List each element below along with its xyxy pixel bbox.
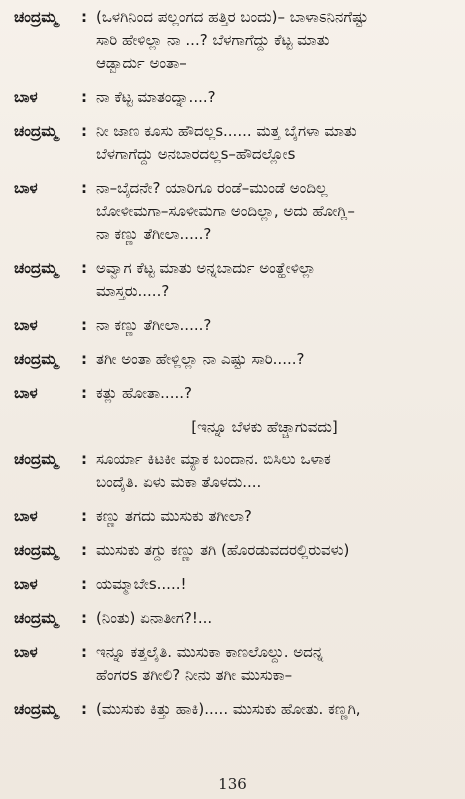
dialogue-text xyxy=(92,382,455,405)
dialogue-line: ಬೋಳೀಮಗಾ–ಸೂಳೀಮಗಾ ಅಂದಿಲ್ಲಾ, ಅದು ಹೋಗ್ಲಿ– xyxy=(96,202,355,220)
speaker-colon: : xyxy=(81,179,87,197)
speaker-name: ಚಂದ್ರಮ್ಮ xyxy=(14,609,58,627)
dialogue-text xyxy=(92,573,455,596)
dialogue-row xyxy=(14,177,455,246)
speaker-name: ಬಾಳ xyxy=(14,507,38,525)
page-number: 136 xyxy=(218,775,247,793)
speaker-name: ಚಂದ್ರಮ್ಮ xyxy=(14,541,58,559)
dialogue-before-stage-direction xyxy=(14,6,455,416)
dialogue-line: ನಾ ಕೆಟ್ಟ ಮಾತಂದ್ನಾ....? xyxy=(96,88,216,106)
dialogue-line: ಇನ್ನೂ ಕತ್ತಲೈತಿ. ಮುಸುಕಾ ಕಾಣಲೊಲ್ದು. ಅದನ್ನ xyxy=(96,643,324,661)
dialogue-row xyxy=(14,505,455,528)
speaker-colon: : xyxy=(81,316,87,334)
dialogue-line: ಕತ್ಲು ಹೋತಾ.....? xyxy=(96,384,192,402)
dialogue-line: ಕಣ್ಣು ತಗದು ಮುಸುಕು ತಗೀಲಾ? xyxy=(96,507,252,525)
dialogue-line: (ನಿಂತು) ಏನಾತೀಗ?!... xyxy=(96,609,213,627)
dialogue-row xyxy=(14,348,455,371)
dialogue-row xyxy=(14,641,455,687)
dialogue-row xyxy=(14,539,455,562)
dialogue-text xyxy=(92,607,455,630)
dialogue-row xyxy=(14,573,455,596)
speaker-name: ಚಂದ್ರಮ್ಮ xyxy=(14,450,58,468)
dialogue-line: ನೀ ಜಾಣ ಕೂಸು ಹೌದಲ್ಲs...... ಮತ್ತ ಬೈಗಳಾ ಮಾತು xyxy=(96,122,357,140)
speaker-colon: : xyxy=(81,507,87,525)
speaker-colon: : xyxy=(81,541,87,559)
speaker-colon: : xyxy=(81,700,87,718)
stage-direction: [ಇನ್ನೂ ಬೆಳಕು ಹೆಚ್ಚಾಗುವದು] xyxy=(191,418,338,436)
dialogue-text xyxy=(92,257,455,303)
dialogue-line: ನಾ ಕಣ್ಣು ತೆಗೀಲಾ.....? xyxy=(96,316,212,334)
dialogue-text xyxy=(92,177,455,246)
speaker-colon: : xyxy=(81,259,87,277)
speaker-name: ಬಾಳ xyxy=(14,179,38,197)
speaker-colon: : xyxy=(81,88,87,106)
speaker-name: ಬಾಳ xyxy=(14,316,38,334)
dialogue-row xyxy=(14,120,455,166)
speaker-colon: : xyxy=(81,350,87,368)
speaker-colon: : xyxy=(81,450,87,468)
dialogue-text xyxy=(92,539,455,562)
dialogue-text xyxy=(92,641,455,687)
speaker-name: ಬಾಳ xyxy=(14,643,38,661)
dialogue-line: ಮಾಸ್ತರು.....? xyxy=(96,282,170,300)
dialogue-line: ಬೆಳಗಾಗೆದ್ದು ಅನಬಾರದಲ್ಲs–ಹೌದಲ್ಲೋs xyxy=(96,145,296,163)
dialogue-text xyxy=(92,505,455,528)
dialogue-text xyxy=(92,448,455,494)
dialogue-line: ಸೂರ್ಯಾ ಕಿಟಕೀ ಮ್ಯಾಕ ಬಂದಾನ. ಬಿಸಿಲು ಒಳಾಕ xyxy=(96,450,331,468)
dialogue-row xyxy=(14,698,455,721)
speaker-name: ಚಂದ್ರಮ್ಮ xyxy=(14,700,58,718)
dialogue-text xyxy=(92,348,455,371)
speaker-name: ಚಂದ್ರಮ್ಮ xyxy=(14,122,58,140)
speaker-name: ಚಂದ್ರಮ್ಮ xyxy=(14,8,58,26)
dialogue-line: ತಗೀ ಅಂತಾ ಹೇಳ್ಲಿಲ್ಲಾ ನಾ ಎಷ್ಟು ಸಾರಿ.....? xyxy=(96,350,305,368)
dialogue-line: ಹೆಂಗರs ತಗೀಲಿ? ನೀನು ತಗೀ ಮುಸುಕಾ– xyxy=(96,666,293,684)
speaker-name: ಚಂದ್ರಮ್ಮ xyxy=(14,259,58,277)
dialogue-line: (ಮುಸುಕು ಕಿತ್ತು ಹಾಕಿ)..... ಮುಸುಕು ಹೋತು. ಕಣ್ಣಗಿ, xyxy=(96,700,361,718)
speaker-name: ಚಂದ್ರಮ್ಮ xyxy=(14,350,58,368)
speaker-name: ಬಾಳ xyxy=(14,88,38,106)
dialogue-text xyxy=(92,698,455,721)
dialogue-text xyxy=(92,86,455,109)
dialogue-row xyxy=(14,6,455,75)
dialogue-row xyxy=(14,448,455,494)
dialogue-line: ಸಾರಿ ಹೇಳಿಲ್ಲಾ ನಾ ...? ಬೆಳಗಾಗೆದ್ದು ಕೆಟ್ಟ ಮಾತು xyxy=(96,31,330,49)
dialogue-line: ಯಮ್ಮಾಬೇs.....! xyxy=(96,575,187,593)
dialogue-line: ಬಂದೈತಿ. ಏಳು ಮಕಾ ತೊಳದು.... xyxy=(96,473,262,491)
dialogue-row xyxy=(14,607,455,630)
dialogue-after-stage-direction xyxy=(14,448,455,732)
dialogue-row xyxy=(14,382,455,405)
speaker-name: ಬಾಳ xyxy=(14,575,38,593)
dialogue-row xyxy=(14,257,455,303)
dialogue-text xyxy=(92,6,455,75)
speaker-colon: : xyxy=(81,643,87,661)
speaker-colon: : xyxy=(81,609,87,627)
speaker-colon: : xyxy=(81,384,87,402)
dialogue-line: ಮುಸುಕು ತಗ್ದು ಕಣ್ಣು ತಗಿ (ಹೊರಡುವದರಲ್ಲಿರುವಳು) xyxy=(96,541,350,559)
speaker-colon: : xyxy=(81,575,87,593)
speaker-colon: : xyxy=(81,122,87,140)
dialogue-row xyxy=(14,314,455,337)
speaker-colon: : xyxy=(81,8,87,26)
dialogue-line: ಅವ್ವಾಗ ಕೆಟ್ಟ ಮಾತು ಅನ್ನಬಾರ್ದು ಅಂತ್ಹೇಳಿಲ್ಲಾ xyxy=(96,259,316,277)
dialogue-line: ನಾ ಕಣ್ಣು ತೆಗೀಲಾ.....? xyxy=(96,225,212,243)
dialogue-row xyxy=(14,86,455,109)
dialogue-line: ನಾ–ಬೈದನೇ? ಯಾರಿಗೂ ರಂಡೆ–ಮುಂಡೆ ಅಂದಿಲ್ಲ xyxy=(96,179,328,197)
dialogue-text xyxy=(92,120,455,166)
dialogue-line: (ಒಳಗಿನಿಂದ ಪಲ್ಲಂಗದ ಹತ್ತಿರ ಬಂದು)– ಬಾಳಾಽನಿನಗೆಷ್ಟು xyxy=(96,8,369,26)
dialogue-line: ಆಡ್ಬಾರ್ದು ಅಂತಾ– xyxy=(96,54,187,72)
speaker-name: ಬಾಳ xyxy=(14,384,38,402)
dialogue-text xyxy=(92,314,455,337)
